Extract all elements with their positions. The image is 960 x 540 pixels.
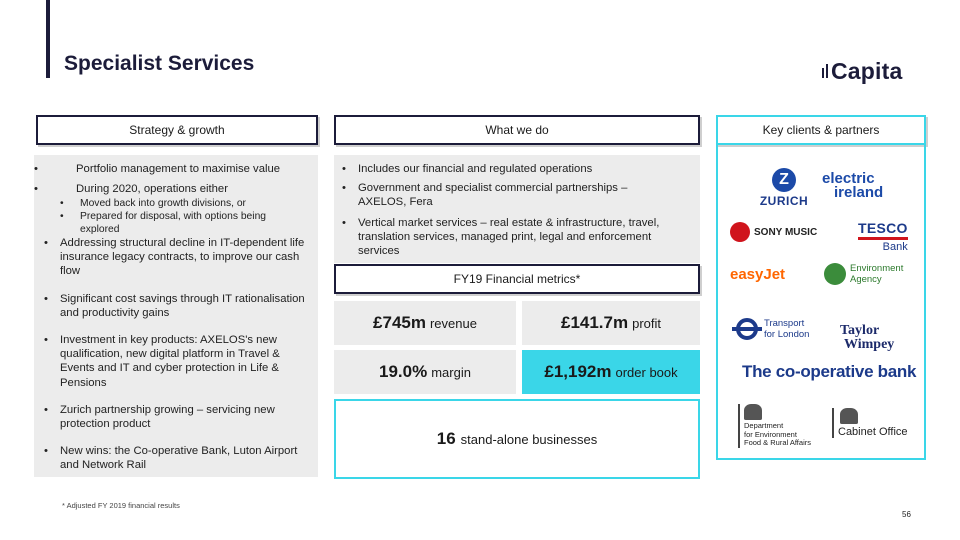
easyjet-logo: easyJet	[730, 266, 786, 283]
crest-icon	[840, 408, 858, 424]
metric-margin: 19.0% margin	[334, 350, 516, 394]
taylor-wimpey-logo: Taylor Wimpey	[840, 323, 895, 352]
tfl-roundel-icon	[736, 318, 758, 340]
sony-music-logo: SONY MUSIC	[730, 222, 817, 242]
environment-agency-icon	[824, 263, 846, 285]
page-title: Specialist Services	[64, 52, 255, 75]
electric-ireland-logo: electric ireland	[822, 170, 884, 201]
capita-logo	[822, 56, 903, 86]
metric-revenue: £745m revenue	[334, 301, 516, 345]
zurich-logo: Z ZURICH	[754, 168, 814, 208]
capita-logo-text: Capita	[831, 57, 903, 84]
strategy-header: Strategy & growth	[36, 115, 318, 145]
metrics-header: FY19 Financial metrics*	[334, 264, 700, 294]
coop-bank-logo: The co-operative bank	[742, 362, 917, 381]
clients-header: Key clients & partners	[716, 115, 926, 145]
footnote: * Adjusted FY 2019 financial results	[62, 501, 180, 510]
tfl-logo: Transport for London	[736, 318, 809, 340]
what-we-do-header: What we do	[334, 115, 700, 145]
businesses-box: 16 stand-alone businesses	[334, 399, 700, 479]
zurich-icon: Z	[772, 168, 796, 192]
metric-profit: £141.7m profit	[522, 301, 700, 345]
defra-logo: Department for Environment Food & Rural Affairs	[738, 404, 816, 448]
page-number: 56	[902, 510, 911, 519]
capita-logo-icon	[822, 64, 828, 78]
environment-agency-logo: Environment Agency	[824, 263, 903, 285]
cabinet-office-logo: Cabinet Office	[832, 408, 908, 438]
sony-music-icon	[730, 222, 750, 242]
tesco-bank-logo: TESCO Bank	[858, 220, 908, 253]
crest-icon	[744, 404, 762, 420]
title-accent-bar	[46, 0, 50, 78]
metric-order-book: £1,192m order book	[522, 350, 700, 394]
